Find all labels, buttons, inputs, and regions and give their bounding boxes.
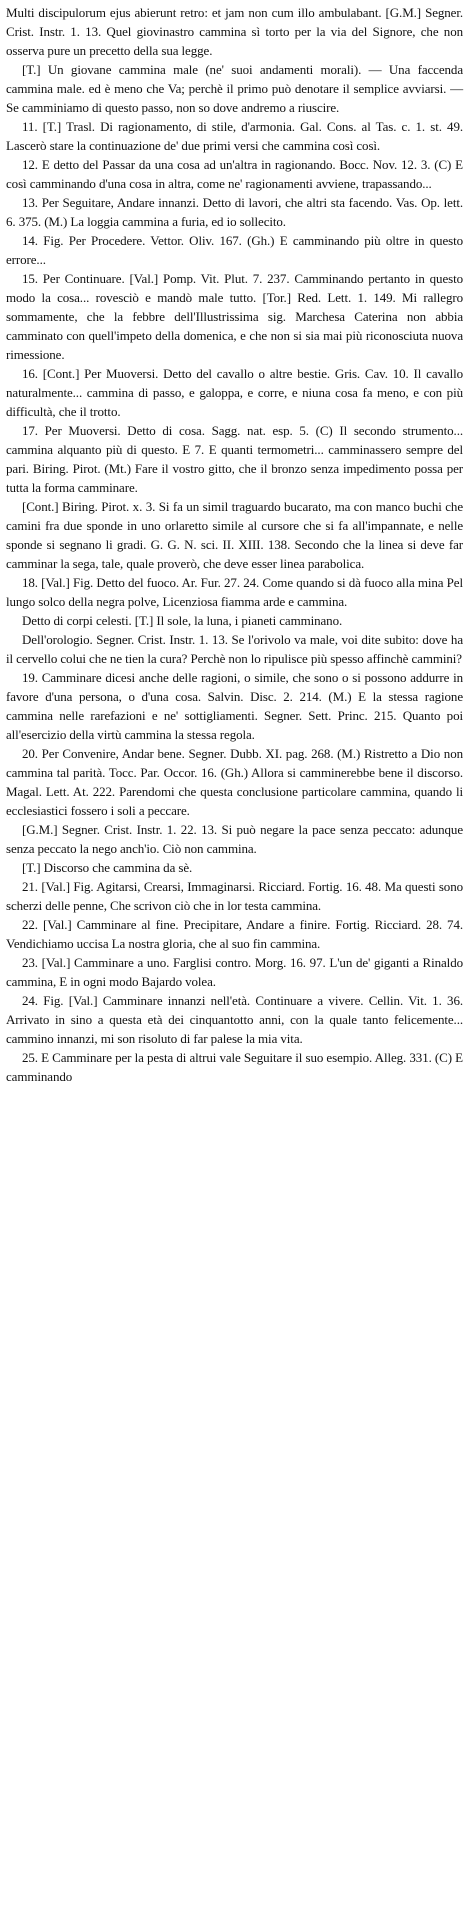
sense-entry-12: 12. E detto del Passar da una cosa ad un'altra in ragionando. Bocc. Nov. 12. 3. (C) E così camminando d'una cosa in altra, come ne' ragionamenti avviene, trapassando... <box>6 157 463 191</box>
sense-entry-24: 24. Fig. [Val.] Camminare innanzi nell'età. Continuare a vivere. Cellin. Vit. 1. 36. Arrivato in sino a questa età dei cinquantotto anni, con la quale tanto felicemente... cammino innanzi, mi son risoluto di far palese la mia vita. <box>6 993 463 1046</box>
sense-entry-11: 11. [T.] Trasl. Di ragionamento, di stile, d'armonia. Gal. Cons. al Tas. c. 1. st. 49. Lascerò stare la continuazione de' due primi versi che cammina così così. <box>6 119 463 153</box>
sense-entry-18: 18. [Val.] Fig. Detto del fuoco. Ar. Fur. 27. 24. Come quando si dà fuoco alla mina Pel lungo solco della negra polve, Licenziosa fiamma arde e cammina. <box>6 575 463 609</box>
sense-entry-21: 21. [Val.] Fig. Agitarsi, Crearsi, Immaginarsi. Ricciard. Fortig. 16. 48. Ma questi sono scherzi delle penne, Che scrivon ciò che in lor testa cammina. <box>6 879 463 913</box>
sense-entry-14: 14. Fig. Per Procedere. Vettor. Oliv. 167. (Gh.) E camminando più oltre in questo errore... <box>6 233 463 267</box>
text-paragraph: Dell'orologio. Segner. Crist. Instr. 1. 13. Se l'orivolo va male, voi dite subito: dove ha il cervello colui che ne tien la cura? Perchè non lo ripulisce più spesso affinchè cammini? <box>6 632 463 666</box>
text-paragraph: [G.M.] Segner. Crist. Instr. 1. 22. 13. Si può negare la pace senza peccato: adunque senza peccato la nego anch'io. Ciò non cammina. <box>6 822 463 856</box>
sense-entry-23: 23. [Val.] Camminare a uno. Farglisi contro. Morg. 16. 97. L'un de' giganti a Rinaldo cammina, E in ogni modo Bajardo volea. <box>6 955 463 989</box>
text-paragraph: [T.] Discorso che cammina da sè. <box>22 860 193 875</box>
sense-entry-22: 22. [Val.] Camminare al fine. Precipitare, Andare a finire. Fortig. Ricciard. 28. 74. Vendichiamo uccisa La nostra gloria, che al suo fin cammina. <box>6 917 463 951</box>
text-paragraph: Detto di corpi celesti. [T.] Il sole, la luna, i pianeti camminano. <box>22 613 343 628</box>
text-paragraph: [Cont.] Biring. Pirot. x. 3. Si fa un simil traguardo bucarato, ma con manco buchi che camini fra due sponde in uno orlaretto simile al cursore che si fa all'impannate, e nelle sponde si segnano li gradi. G. G. N. sci. II. XIII. 138. Secondo che la linea si deve far camminar la sega, tale, quale proverò, che deve esser linea parabolica. <box>6 499 463 571</box>
sense-entry-16: 16. [Cont.] Per Muoversi. Detto del cavallo o altre bestie. Gris. Cav. 10. Il cavallo naturalmente... cammina di passo, e galoppa, e corre, e niuna cosa fa meno, e con più difficultà, che il trotto. <box>6 366 463 419</box>
sense-entry-25: 25. E Camminare per la pesta di altrui vale Seguitare il suo esempio. Alleg. 331. (C) E camminando <box>6 1050 463 1084</box>
text-paragraph: Multi discipulorum ejus abierunt retro: et jam non cum illo ambulabant. [G.M.] Segner. Crist. Instr. 1. 13. Quel giovinastro cammina sì torto per la via del Signore, che non osserva pure un precetto della sua legge. <box>6 5 463 58</box>
sense-entry-13: 13. Per Seguitare, Andare innanzi. Detto di lavori, che altri sta facendo. Vas. Op. lett. 6. 375. (M.) La loggia cammina a furia, ed io sollecito. <box>6 195 463 229</box>
sense-entry-17: 17. Per Muoversi. Detto di cosa. Sagg. nat. esp. 5. (C) Il secondo strumento... cammina alquanto più di questo. E 7. E quanti termometri... camminassero sempre del pari. Biring. Pirot. (Mt.) Fare il vostro gitto, che il bronzo senza impedimento possa per tutta la forma camminare. <box>6 423 463 495</box>
sense-entry-15: 15. Per Continuare. [Val.] Pomp. Vit. Plut. 7. 237. Camminando pertanto in questo modo la cosa... rovesciò e mandò male tutto. [Tor.] Red. Lett. 1. 149. Mi rallegro sommamente, che la febbre dell'Illustrissima sig. Marchesa Caterina non abbia camminato con quell'impeto della domenica, e che non si sia mai più riconosciuta nuova rimessione. <box>6 271 463 362</box>
text-paragraph: [T.] Un giovane cammina male (ne' suoi andamenti morali). — Una faccenda cammina male. ed è meno che Va; perchè il primo può denotare il semplice avviarsi. — Se camminiamo di questo passo, non so dove andremo a riuscire. <box>6 62 463 115</box>
sense-entry-20: 20. Per Convenire, Andar bene. Segner. Dubb. XI. pag. 268. (M.) Ristretto a Dio non cammina tal parità. Tocc. Par. Occor. 16. (Gh.) Allora si camminerebbe bene il discorso. Magal. Lett. At. 222. Parendomi che questa conclusione particolare cammina, quando li ecclesiastici fossero i soli a peccare. <box>6 746 463 818</box>
sense-entry-19: 19. Camminare dicesi anche delle ragioni, o simile, che sono o si possono addurre in favore d'una persona, o d'una cosa. Salvin. Disc. 2. 214. (M.) E la stessa ragione cammina nelle rarefazioni e ne' sottigliamenti. Segner. Sett. Princ. 215. Quanto poi all'esercizio della virtù cammina la stessa regola. <box>6 670 463 742</box>
